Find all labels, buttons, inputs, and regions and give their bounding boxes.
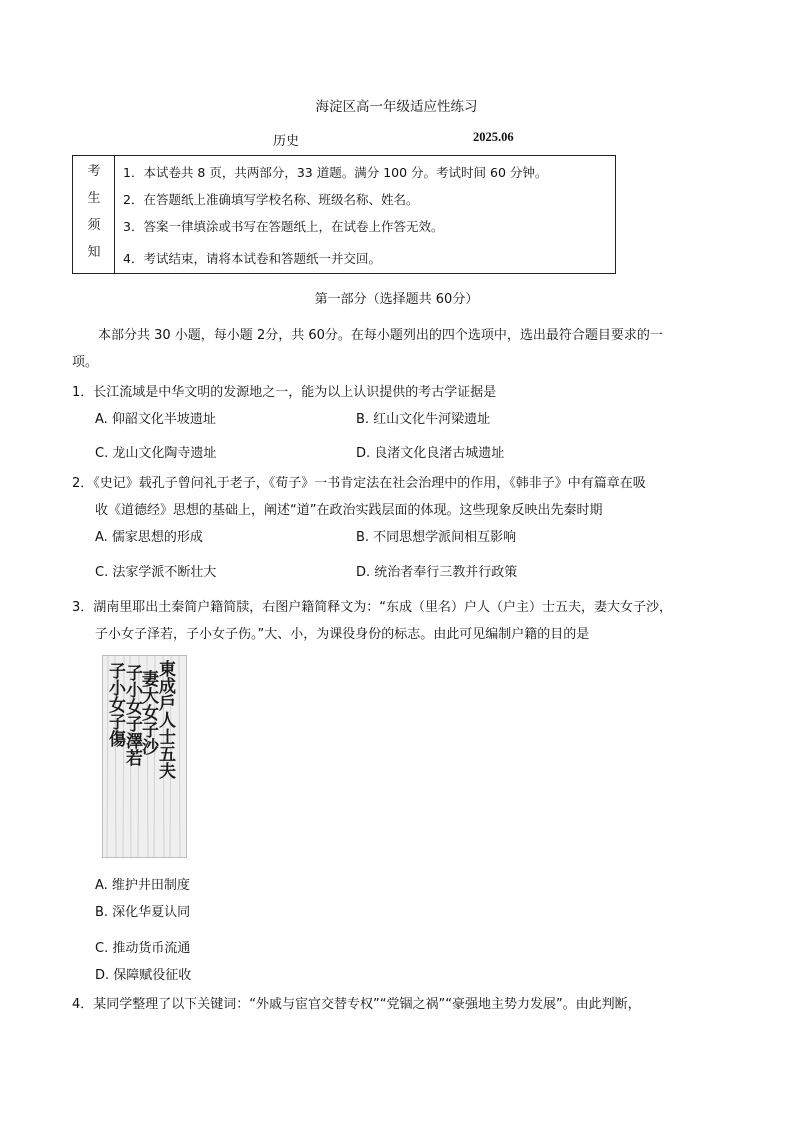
slip-column-2: 妻大女子沙	[138, 670, 158, 755]
notice-label-char: 生	[87, 191, 101, 206]
question-3-option-c: C. 推动货币流通	[95, 941, 191, 956]
section-intro: 本部分共 30 小题，每小题 2分，共 60分。在每小题列出的四个选项中，选出最符合题目要求的一	[98, 328, 663, 343]
question-2-option-d: D. 统治者奉行三教并行政策	[356, 565, 518, 580]
section-intro-continued: 项。	[72, 355, 99, 370]
notice-label-char: 考	[87, 164, 101, 179]
question-1-option-c: C. 龙山文化陶寺遗址	[95, 446, 217, 461]
slip-column-3: 子小女子澤若	[122, 664, 142, 766]
section-title: 第一部分（选择题共 60分）	[314, 292, 479, 307]
question-2-option-a: A. 儒家思想的形成	[95, 530, 203, 545]
page-title: 海淀区高一年级适应性练习	[315, 99, 478, 115]
question-2-option-c: C. 法家学派不断壮大	[95, 565, 217, 580]
question-1-stem: 1．长江流域是中华文明的发源地之一，能为以上认识提供的考古学证据是	[72, 385, 497, 400]
question-2-option-b: B. 不同思想学派间相互影响	[356, 530, 517, 545]
subject-label: 历史	[273, 134, 300, 149]
notice-rule: 3．答案一律填涂或书写在答题纸上，在试卷上作答无效。	[123, 219, 444, 234]
slip-column-1: 東成戶人士五夫	[155, 660, 175, 779]
question-3-option-b: B. 深化华夏认同	[95, 905, 191, 920]
notice-rule: 1．本试卷共 8 页，共两部分，33 道题。满分 100 分。考试时间 60 分钟。	[123, 165, 548, 180]
question-2-stem: 2．《史记》载孔子曾问礼于老子，《荀子》一书肯定法在社会治理中的作用，《韩非子》中有篇章在吸	[72, 476, 646, 491]
slip-column-4: 子小女子傷	[105, 662, 125, 747]
notice-label-char: 知	[87, 245, 101, 260]
bamboo-slip-drawing	[103, 656, 186, 857]
question-3-option-a: A. 维护井田制度	[95, 878, 190, 893]
question-3-option-d: D. 保障赋役征收	[95, 968, 192, 983]
question-4-stem: 4．某同学整理了以下关键词：“外戚与宦官交替专权”“党锢之祸”“豪强地主势力发展”。由此判断，	[72, 997, 641, 1012]
question-3-stem-continued: 子小女子泽若，子小女子伤。”大、小，为课役身份的标志。由此可见编制户籍的目的是	[95, 627, 590, 642]
question-1-option-b: B. 红山文化牛河梁遗址	[356, 412, 491, 427]
notice-label-char: 须	[87, 218, 101, 233]
notice-rule: 4．考试结束，请将本试卷和答题纸一并交回。	[123, 251, 381, 266]
exam-notice-box	[72, 155, 616, 274]
bamboo-slip-image	[102, 655, 187, 858]
notice-label-column	[73, 156, 115, 273]
notice-rule: 2．在答题纸上准确填写学校名称、班级名称、姓名。	[123, 192, 419, 207]
exam-date: 2025.06	[473, 130, 514, 144]
question-3-stem: 3．湖南里耶出土秦简户籍简牍，右图户籍简释文为：“东成（里名）户人（户主）士五夫，妻大女子沙，	[72, 600, 673, 615]
question-2-stem-continued: 收《道德经》思想的基础上，阐述“道”在政治实践层面的体现。这些现象反映出先秦时期	[95, 503, 603, 518]
question-1-option-a: A. 仰韶文化半坡遗址	[95, 412, 216, 427]
question-1-option-d: D. 良渚文化良渚古城遗址	[356, 446, 505, 461]
